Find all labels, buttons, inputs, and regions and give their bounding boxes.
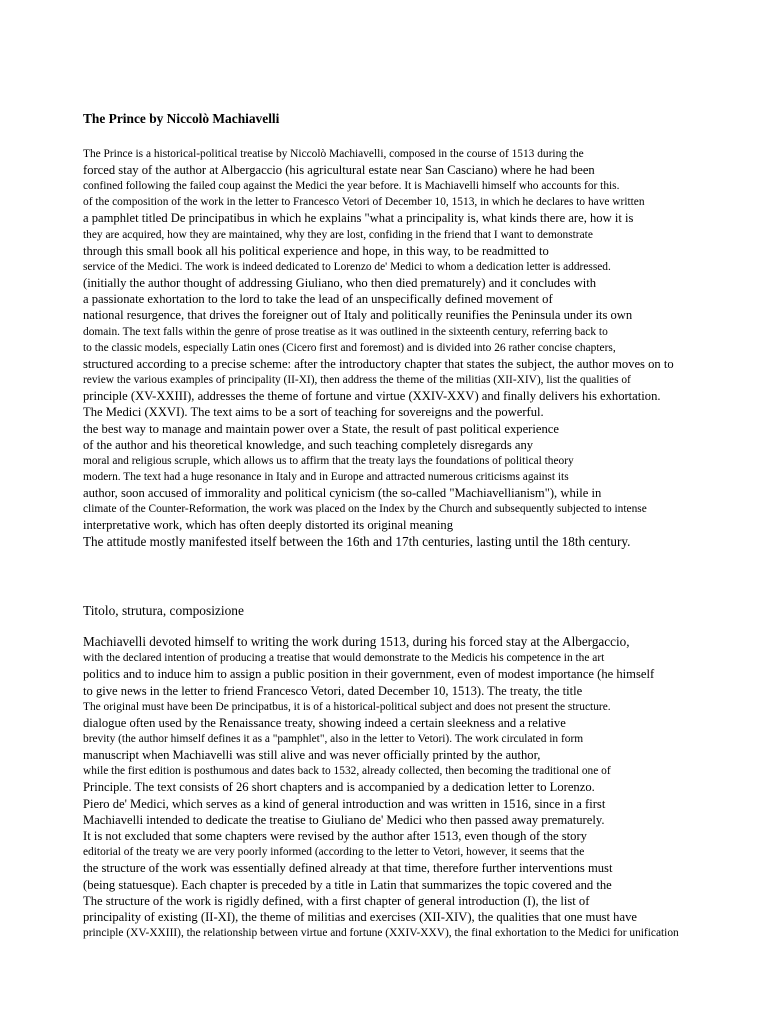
text-line: structured according to a precise scheme: after the introductory chapter that states the subject, the author moves on to — [83, 356, 674, 371]
text-line: author, soon accused of immorality and political cynicism (the so-called "Machiavellianism"), while in — [83, 486, 602, 501]
text-line: confined following the failed coup against the Medici the year before. It is Machiavelli himself who accounts for this. — [83, 180, 620, 193]
text-line: principality of existing (II-XI), the theme of militias and exercises (XII-XIV), the qualities that one must have — [83, 910, 637, 924]
text-line: The Medici (XXVI). The text aims to be a sort of teaching for sovereigns and the powerful. — [83, 405, 544, 420]
text-line: Machiavelli devoted himself to writing the work during 1513, during his forced stay at the Albergaccio, — [83, 634, 630, 649]
text-line: to give news in the letter to friend Francesco Vetori, dated December 10, 1513). The treaty, the title — [83, 683, 583, 698]
composition-paragraph — [83, 634, 679, 941]
text-line: Machiavelli intended to dedicate the treatise to Giuliano de' Medici who then passed away prematurely. — [83, 812, 605, 827]
text-line: (initially the author thought of addressing Giuliano, who then died prematurely) and it concludes with — [83, 276, 597, 291]
text-line: domain. The text falls within the genre of prose treatise as it was outlined in the sixteenth century, referring back to — [83, 325, 608, 338]
text-line: through this small book all his political experience and hope, in this way, to be readmitted to — [83, 243, 549, 258]
text-line: principle (XV-XXIII), the relationship between virtue and fortune (XXIV-XXV), the final exhortation to the Medici for unification — [83, 927, 679, 940]
text-line: The structure of the work is rigidly defined, with a first chapter of general introduction (I), the list of — [83, 893, 590, 908]
text-line: the best way to manage and maintain power over a State, the result of past political experience — [83, 421, 559, 436]
text-line: dialogue often used by the Renaissance treaty, showing indeed a certain sleekness and a relative — [83, 715, 566, 730]
text-line: (being statuesque). Each chapter is preceded by a title in Latin that summarizes the topic covered and the — [83, 877, 612, 892]
text-line: The original must have been De principatbus, it is of a historical-political subject and does not present the structure. — [83, 700, 611, 713]
text-line: the structure of the work was essentially defined already at that time, therefore further interventions must — [83, 861, 613, 876]
text-line: of the author and his theoretical knowledge, and such teaching completely disregards any — [83, 437, 534, 452]
text-line: to the classic models, especially Latin ones (Cicero first and foremost) and is divided into 26 rather concise chapters, — [83, 341, 616, 354]
text-line: editorial of the treaty we are very poorly informed (according to the letter to Vetori, however, it seems that the — [83, 846, 585, 859]
text-line: forced stay of the author at Albergaccio (his agricultural estate near San Casciano) where he had been — [83, 163, 595, 178]
text-line: while the first edition is posthumous and dates back to 1532, already collected, then becoming the traditional one of — [83, 765, 611, 778]
text-line: modern. The text had a huge resonance in Italy and in Europe and attracted numerous criticisms against its — [83, 471, 569, 484]
text-line: brevity (the author himself defines it as a "pamphlet", also in the letter to Vetori). The work circulated in form — [83, 733, 584, 746]
text-line: interpretative work, which has often deeply distorted its original meaning — [83, 518, 454, 533]
section-heading: Titolo, strutura, composizione — [83, 603, 244, 618]
text-line: service of the Medici. The work is indeed dedicated to Lorenzo de' Medici to whom a dedication letter is addressed. — [83, 260, 611, 273]
text-line: national resurgence, that drives the foreigner out of Italy and politically reunifies the Peninsula under its own — [83, 308, 633, 323]
text-line: of the composition of the work in the letter to Francesco Vetori of December 10, 1513, in which he declares to have written — [83, 196, 645, 209]
text-line: The attitude mostly manifested itself between the 16th and 17th centuries, lasting until the 18th century. — [83, 533, 631, 549]
text-line: principle (XV-XXIII), addresses the theme of fortune and virtue (XXIV-XXV) and finally delivers his exhortation. — [83, 389, 661, 404]
text-line: a passionate exhortation to the lord to take the lead of an unspecifically defined movement of — [83, 292, 553, 307]
text-line: The Prince is a historical-political treatise by Niccolò Machiavelli, composed in the course of 1513 during the — [83, 148, 584, 160]
text-line: moral and religious scruple, which allows us to affirm that the treaty lays the foundations of political theory — [83, 454, 574, 467]
text-line: with the declared intention of producing a treatise that would demonstrate to the Medicis his competence in the art — [83, 652, 605, 665]
text-line: review the various examples of principality (II-XI), then address the theme of the militias (XII-XIV), list the qualities of — [83, 374, 631, 387]
text-line: a pamphlet titled De principatibus in which he explains "what a principality is, what kinds there are, how it is — [83, 211, 634, 226]
document-title: The Prince by Niccolò Machiavelli — [83, 111, 280, 126]
text-line: manuscript when Machiavelli was still alive and was never officially printed by the author, — [83, 748, 541, 763]
text-line: Principle. The text consists of 26 short chapters and is accompanied by a dedication letter to Lorenzo. — [83, 780, 595, 795]
text-line: politics and to induce him to assign a public position in their government, even of modest importance (he himself — [83, 667, 655, 682]
text-line: climate of the Counter-Reformation, the work was placed on the Index by the Church and subsequently subjected to intense — [83, 503, 647, 516]
text-line: Piero de' Medici, which serves as a kind of general introduction and was written in 1516, since in a first — [83, 796, 606, 811]
text-line: It is not excluded that some chapters were revised by the author after 1513, even though of the story — [83, 829, 587, 844]
text-line: they are acquired, how they are maintained, why they are lost, confiding in the friend that I want to demonstrate — [83, 228, 593, 241]
intro-paragraph — [83, 146, 674, 550]
